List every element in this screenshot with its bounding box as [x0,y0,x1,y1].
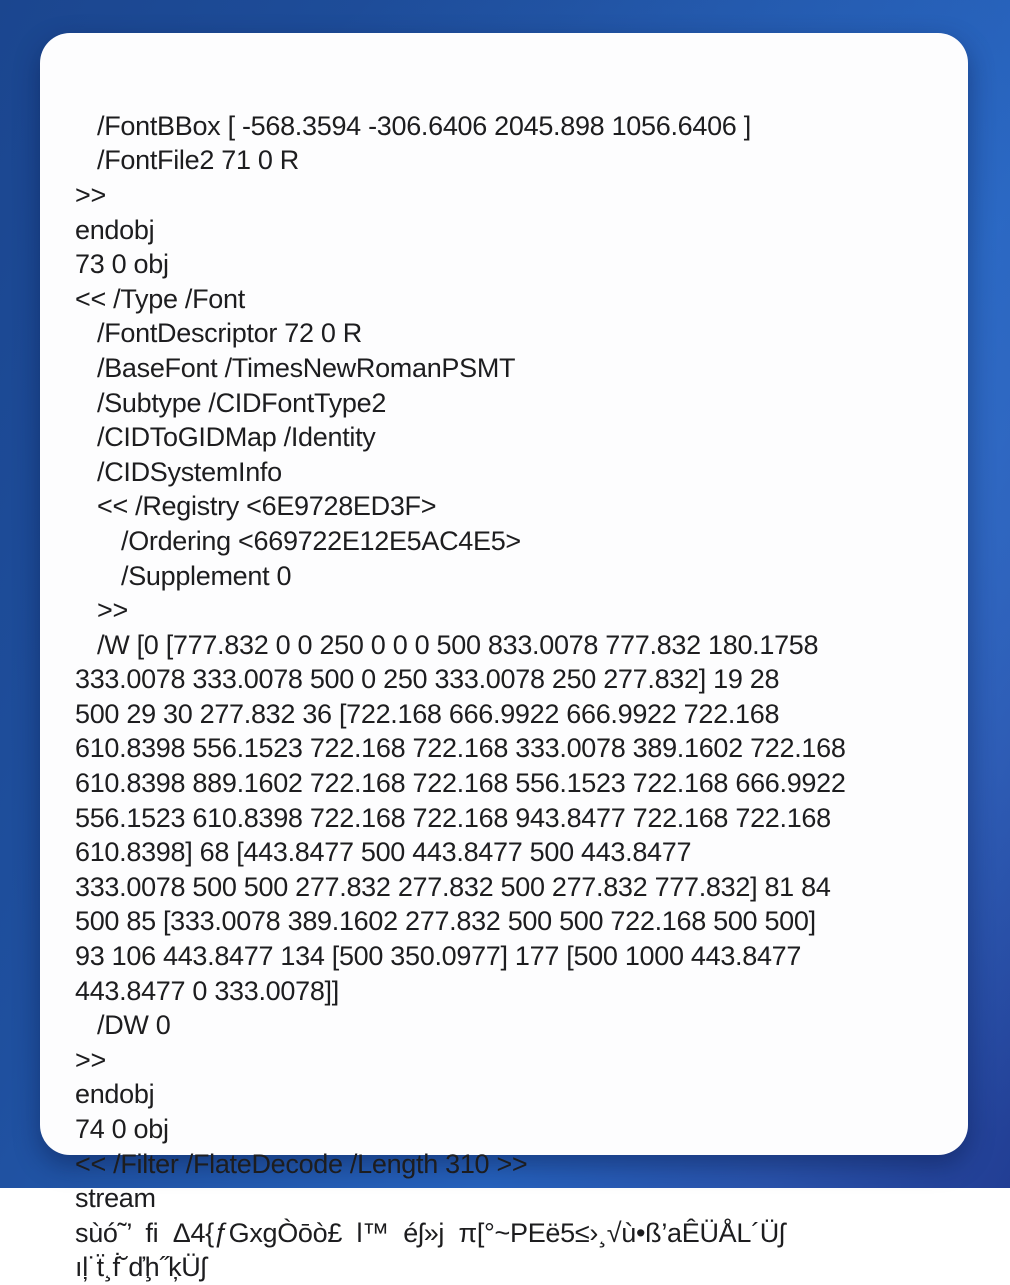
pdf-source-line: 333.0078 333.0078 500 0 250 333.0078 250 277.832] 19 28 [75,664,780,695]
pdf-source-line: /Ordering <669722E12E5AC4E5> [121,525,521,556]
pdf-source-line: >> [75,179,106,210]
pdf-source-line: 500 85 [333.0078 389.1602 277.832 500 500 722.168 500 500] [75,906,816,937]
pdf-source-line: 73 0 obj [75,249,169,280]
pdf-source-line: 610.8398 556.1523 722.168 722.168 333.0078 389.1602 722.168 [75,733,846,764]
pdf-source-line: sùó˜’ fi Δ4{ƒGxgÒōò£ l™ éʃ»j π[°~PEë5≤›¸√ù•ß’aÊÜÅL´Üʃ [75,1217,785,1248]
pdf-source-line: 333.0078 500 500 277.832 277.832 500 277.832 777.832] 81 84 [75,871,831,902]
pdf-source-line: ıļ˙ẗ¸ḟ˘ďḩ˝ķÜʃ [75,1252,207,1283]
pdf-source-line: 610.8398 889.1602 722.168 722.168 556.1523 722.168 666.9922 [75,768,846,799]
pdf-source-line: /W [0 [777.832 0 0 250 0 0 0 500 833.0078 777.832 180.1758 [97,629,819,660]
pdf-source-line: /FontBBox [ -568.3594 -306.6406 2045.898 1056.6406 ] [97,110,751,141]
pdf-source-line: /Subtype /CIDFontType2 [97,387,387,418]
pdf-source-line: 74 0 obj [75,1114,169,1144]
pdf-source-line: stream [75,1183,156,1214]
pdf-source-line: /BaseFont /TimesNewRomanPSMT [97,352,516,383]
pdf-source-line: 500 29 30 277.832 36 [722.168 666.9922 666.9922 722.168 [75,698,780,729]
pdf-source-line: << /Type /Font [75,283,245,314]
pdf-source-text[interactable] [40,5,968,1285]
pdf-source-line: endobj [75,214,155,245]
pdf-source-line: /CIDToGIDMap /Identity [97,422,376,453]
pdf-source-line: /DW 0 [97,1010,171,1041]
pdf-source-line: >> [97,595,128,626]
pdf-source-line: 93 106 443.8477 134 [500 350.0977] 177 [500 1000 443.8477 [75,941,802,972]
pdf-source-line: /Supplement 0 [121,560,292,591]
pdf-source-line: endobj [75,1079,155,1110]
pdf-source-line: 443.8477 0 333.0078]] [75,975,339,1006]
pdf-source-line: >> [75,1044,106,1075]
pdf-source-line: 610.8398] 68 [443.8477 500 443.8477 500 443.8477 [75,837,692,868]
pdf-source-line: /CIDSystemInfo [97,456,282,487]
pdf-source-line: /FontFile2 71 0 R [97,145,300,176]
pdf-source-line: /FontDescriptor 72 0 R [97,318,363,349]
document-card [40,33,968,1283]
pdf-source-line: << /Filter /FlateDecode /Length 310 >> [75,1148,528,1179]
pdf-source-line: 556.1523 610.8398 722.168 722.168 943.8477 722.168 722.168 [75,802,831,833]
pdf-source-line: << /Registry <6E9728ED3F> [97,491,437,522]
